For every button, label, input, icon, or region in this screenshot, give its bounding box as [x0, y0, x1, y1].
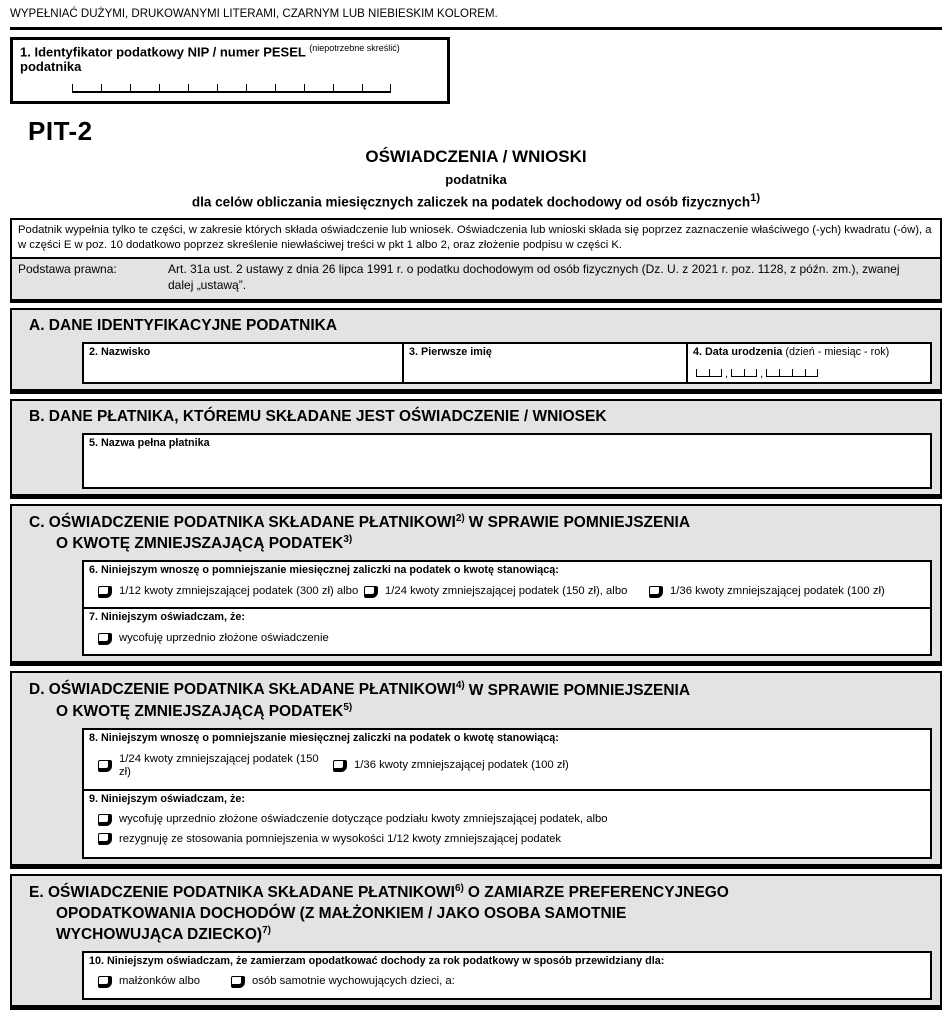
section-e-title-line1b: O ZAMIARZE PREFERENCYJNEGO — [467, 884, 729, 902]
field-9-box — [82, 789, 932, 860]
birth-date-input[interactable] — [696, 367, 818, 380]
option-single-parent — [231, 975, 455, 989]
section-e-title-line1: E. OŚWIADCZENIE PODATNIKA SKŁADANE PŁATNIKOWI — [29, 884, 455, 902]
checkbox-1-36[interactable] — [649, 586, 663, 598]
field-2-label: 2. Nazwisko — [89, 345, 151, 358]
footnote-4-marker: 4) — [455, 680, 465, 692]
checkbox-single-parent[interactable] — [231, 976, 245, 988]
section-e-title — [12, 876, 940, 949]
fill-instruction: WYPEŁNIAĆ DUŻYMI, DRUKOWANYMI LITERAMI, CZARNYM LUB NIEBIESKIM KOLOREM. — [10, 8, 498, 20]
checkbox-spouses[interactable] — [98, 976, 112, 988]
field-4-hint: (dzień - miesiąc - rok) — [785, 345, 890, 358]
section-d — [10, 671, 942, 869]
field-5-payer-name[interactable] — [82, 433, 932, 489]
option-resign-reduction — [84, 830, 926, 850]
option-d-1-36-label: 1/36 kwoty zmniejszającej podatek (100 zł) — [354, 759, 569, 772]
option-d-1-24-label: 1/24 kwoty zmniejszającej podatek (150 zł) — [119, 752, 319, 779]
field-7-box — [82, 607, 932, 656]
section-a — [10, 308, 942, 394]
option-d-1-36-amount — [333, 759, 569, 773]
checkbox-withdraw-split-statement[interactable] — [98, 814, 112, 826]
legal-basis-text: Art. 31a ust. 2 ustawy z dnia 26 lipca 1991 r. o podatku dochodowym od osób fizycznych (Dz. U. z 2021 r. poz. 1128, z późn. zm.), zwanej dalej „ustawą”. — [168, 262, 900, 292]
field-5-label: 5. Nazwa pełna płatnika — [89, 436, 210, 449]
field-4-label — [688, 344, 930, 361]
field-3-label: 3. Pierwsze imię — [409, 345, 492, 358]
footnote-5-marker: 5) — [343, 701, 353, 713]
section-d-title-line1: D. OŚWIADCZENIE PODATNIKA SKŁADANE PŁATNIKOWI — [29, 681, 456, 699]
option-1-36-label: 1/36 kwoty zmniejszającej podatek (100 zł) — [670, 584, 885, 597]
section-d-title — [12, 673, 940, 726]
option-1-24-label: 1/24 kwoty zmniejszającej podatek (150 zł), albo — [385, 584, 628, 597]
legal-basis-label: Podstawa prawna: — [18, 262, 117, 277]
usage-note: Podatnik wypełnia tylko te części, w zakresie których składa oświadczenie lub wniosek. Oświadczenia lub wnioski składa się poprzez zaznaczenie właściwego (-ych) kwadratu (-ów), a w części E w poz. 10 dodatkowo poprzez skreślenie niewłaściwej treści w pkt 1 albo 2, oraz złożenie podpisu w części K. — [12, 220, 940, 258]
field-8-box — [82, 728, 932, 791]
checkbox-1-12[interactable] — [98, 586, 112, 598]
field-6-label: 6. Niniejszym wnoszę o pomniejszanie miesięcznej zaliczki na podatek o kwotę stanowiącą: — [89, 564, 559, 577]
field-3-first-name[interactable] — [402, 342, 688, 384]
field-8-label: 8. Niniejszym wnoszę o pomniejszanie miesięcznej zaliczki na podatek o kwotę stanowiącą: — [89, 732, 559, 745]
option-spouses-label: małżonków albo — [119, 975, 201, 988]
option-withdraw-split-statement — [84, 810, 926, 830]
checkbox-withdraw-statement[interactable] — [98, 633, 112, 645]
field-10-label: 10. Niniejszym oświadczam, że zamierzam opodatkować dochody za rok podatkowy w sposób przewidziany dla: — [89, 954, 665, 967]
field-1-label — [20, 43, 440, 74]
form-description-text: dla celów obliczania miesięcznych zaliczek na podatek dochodowy od osób fizycznych — [191, 194, 751, 210]
option-single-parent-label: osób samotnie wychowujących dzieci, a: — [252, 975, 455, 988]
option-1-36-amount — [649, 585, 885, 599]
footnote-3-marker: 3) — [343, 534, 353, 546]
footnote-2-marker: 2) — [455, 512, 465, 524]
date-separator: , — [760, 367, 764, 380]
section-c-title-line2: O KWOTĘ ZMNIEJSZAJĄCĄ PODATEK — [56, 535, 344, 553]
section-e-title-line3: WYCHOWUJĄCA DZIECKO) — [56, 925, 263, 943]
section-e-title-line2: OPODATKOWANIA DOCHODÓW (Z MAŁŻONKIEM / JAKO OSOBA SAMOTNIE — [56, 904, 627, 922]
field-6-box — [82, 560, 932, 609]
option-1-24-amount — [364, 585, 649, 599]
option-spouses — [98, 975, 231, 989]
section-b — [10, 399, 942, 499]
checkbox-1-24[interactable] — [364, 586, 378, 598]
field-4-birth-date[interactable] — [686, 342, 932, 384]
field-2-surname[interactable] — [82, 342, 404, 384]
section-e — [10, 874, 942, 1010]
checkbox-resign-reduction[interactable] — [98, 833, 112, 845]
section-c — [10, 504, 942, 667]
field-1-label-text: 1. Identyfikator podatkowy NIP / numer PESEL — [20, 44, 306, 60]
top-divider — [10, 27, 942, 30]
info-box — [10, 218, 942, 303]
form-code: PIT-2 — [28, 116, 93, 147]
section-c-title-line1b: W SPRAWIE POMNIEJSZENIA — [468, 513, 691, 531]
section-d-title-line1b: W SPRAWIE POMNIEJSZENIA — [468, 681, 691, 699]
option-d-1-24-amount — [98, 753, 333, 780]
option-withdraw-statement-label: wycofuję uprzednio złożone oświadczenie — [119, 631, 329, 644]
field-10-box — [82, 951, 932, 1000]
field-9-label: 9. Niniejszym oświadczam, że: — [89, 792, 246, 805]
option-resign-reduction-label: rezygnuję ze stosowania pomniejszenia w wysokości 1/12 kwoty zmniejszającej podatek — [119, 832, 562, 845]
section-a-title: A. DANE IDENTYFIKACYJNE PODATNIKA — [29, 316, 338, 334]
option-withdraw-split-label: wycofuję uprzednio złożone oświadczenie dotyczące podziału kwoty zmniejszającej podatek, albo — [119, 813, 608, 826]
option-withdraw-statement — [98, 632, 329, 646]
date-separator: , — [725, 367, 729, 380]
form-title: OŚWIADCZENIA / WNIOSKI — [365, 147, 587, 167]
option-1-12-label: 1/12 kwoty zmniejszającej podatek (300 zł) albo — [119, 584, 359, 597]
field-7-label: 7. Niniejszym oświadczam, że: — [89, 611, 246, 624]
footnote-6-marker: 6) — [454, 883, 464, 895]
checkbox-d-1-24[interactable] — [98, 760, 112, 772]
legal-basis-row — [12, 257, 940, 298]
field-1-note: (niepotrzebne skreślić) — [309, 43, 400, 53]
field-1-suffix: podatnika — [20, 59, 82, 75]
tax-id-input[interactable] — [72, 84, 440, 93]
footnote-7-marker: 7) — [262, 924, 271, 936]
field-1-tax-identifier-box — [10, 37, 450, 104]
section-c-title — [12, 506, 940, 559]
form-description — [10, 192, 942, 210]
checkbox-d-1-36[interactable] — [333, 760, 347, 772]
section-b-title: B. DANE PŁATNIKA, KTÓREMU SKŁADANE JEST OŚWIADCZENIE / WNIOSEK — [29, 407, 607, 425]
section-d-title-line2: O KWOTĘ ZMNIEJSZAJĄCĄ PODATEK — [56, 702, 344, 720]
option-1-12-amount — [98, 585, 364, 599]
field-4-label-text: 4. Data urodzenia — [693, 345, 783, 358]
form-subtitle: podatnika — [445, 172, 507, 188]
section-c-title-line1: C. OŚWIADCZENIE PODATNIKA SKŁADANE PŁATNIKOWI — [29, 513, 456, 531]
footnote-1-marker: 1) — [750, 192, 761, 205]
